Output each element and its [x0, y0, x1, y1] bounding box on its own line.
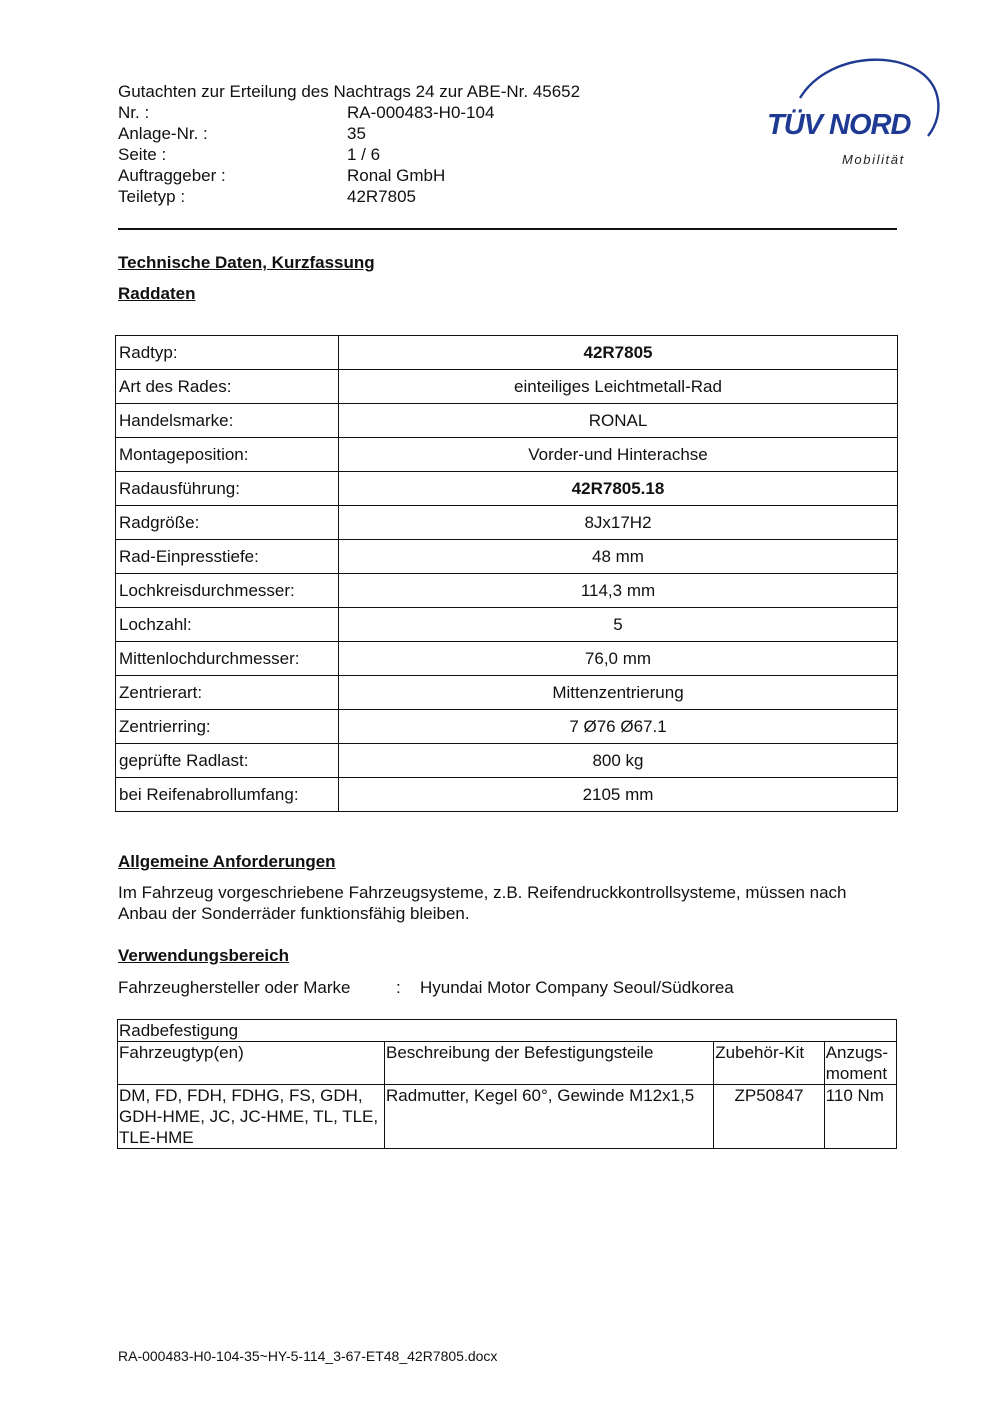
wheel-data-table	[115, 335, 898, 812]
meta-value: 35	[347, 124, 366, 143]
meta-row-nr	[118, 102, 494, 123]
row-value: 76,0 mm	[339, 642, 898, 676]
row-value: einteiliges Leichtmetall-Rad	[339, 370, 898, 404]
section-heading-technical: Technische Daten, Kurzfassung	[118, 253, 375, 272]
row-label: Zentrierring:	[116, 710, 339, 744]
row-label: Zentrierart:	[116, 676, 339, 710]
row-label: Radgröße:	[116, 506, 339, 540]
table-row	[116, 336, 898, 370]
row-value: 7 Ø76 Ø67.1	[339, 710, 898, 744]
meta-value: RA-000483-H0-104	[347, 103, 495, 122]
column-header: Beschreibung der Befestigungsteile	[385, 1042, 714, 1085]
table-row	[116, 404, 898, 438]
table-row	[116, 506, 898, 540]
tuev-nord-logo	[760, 56, 950, 176]
manufacturer-separator: :	[396, 978, 401, 997]
meta-row-anlage	[118, 123, 494, 144]
meta-row-auftraggeber	[118, 165, 494, 186]
row-value: 42R7805	[339, 336, 898, 370]
general-requirements-text: Im Fahrzeug vorgeschriebene Fahrzeugsysteme, z.B. Reifendruckkontrollsysteme, müssen nach Anbau der Sonderräder funktionsfähig bleiben.	[118, 883, 847, 923]
row-label: Mittenlochdurchmesser:	[116, 642, 339, 676]
row-value: RONAL	[339, 404, 898, 438]
row-label: Handelsmarke:	[116, 404, 339, 438]
report-title: Gutachten zur Erteilung des Nachtrags 24 zur ABE-Nr. 45652	[118, 82, 581, 101]
table-row	[116, 540, 898, 574]
logo-wordmark: TÜV NORD	[767, 109, 911, 141]
section-heading-general: Allgemeine Anforderungen	[118, 852, 336, 871]
row-value: 48 mm	[339, 540, 898, 574]
meta-label: Seite :	[118, 145, 167, 164]
table-header-row	[118, 1042, 897, 1085]
fastening-table	[117, 1019, 897, 1149]
row-label: Montageposition:	[116, 438, 339, 472]
section-heading-wheel: Raddaten	[118, 284, 196, 303]
meta-label: Anlage-Nr. :	[118, 124, 208, 143]
meta-label: Auftraggeber :	[118, 166, 226, 185]
row-label: Radausführung:	[116, 472, 339, 506]
section-heading-usage: Verwendungsbereich	[118, 946, 289, 965]
fastening-title: Radbefestigung	[118, 1020, 897, 1042]
column-header: Anzugs-moment	[824, 1042, 896, 1085]
row-label: Lochkreisdurchmesser:	[116, 574, 339, 608]
row-value: 800 kg	[339, 744, 898, 778]
meta-row-teiletyp	[118, 186, 494, 207]
torque-cell: 110 Nm	[824, 1085, 896, 1149]
row-value: 114,3 mm	[339, 574, 898, 608]
table-row	[118, 1020, 897, 1042]
row-value: Vorder-und Hinterachse	[339, 438, 898, 472]
row-label: Lochzahl:	[116, 608, 339, 642]
meta-value: 1 / 6	[347, 145, 381, 164]
table-row	[116, 778, 898, 812]
row-value: Mittenzentrierung	[339, 676, 898, 710]
footer-filename: RA-000483-H0-104-35~HY-5-114_3-67-ET48_42R7805.docx	[118, 1348, 498, 1364]
table-row	[118, 1085, 897, 1149]
row-label: Radtyp:	[116, 336, 339, 370]
row-label: geprüfte Radlast:	[116, 744, 339, 778]
accessory-kit-cell: ZP50847	[714, 1085, 824, 1149]
vehicle-manufacturer-line	[118, 977, 734, 998]
meta-row-seite	[118, 144, 494, 165]
header-meta	[118, 102, 494, 207]
table-row	[116, 710, 898, 744]
meta-label: Nr. :	[118, 103, 150, 122]
header-divider	[118, 228, 897, 230]
table-row	[116, 744, 898, 778]
table-row	[116, 472, 898, 506]
row-label: Rad-Einpresstiefe:	[116, 540, 339, 574]
logo-subtitle: Mobilität	[842, 152, 905, 167]
table-row	[116, 370, 898, 404]
meta-value: Ronal GmbH	[347, 166, 446, 185]
table-row	[116, 642, 898, 676]
manufacturer-value: Hyundai Motor Company Seoul/Südkorea	[420, 978, 734, 997]
column-header: Fahrzeugtyp(en)	[118, 1042, 385, 1085]
row-label: Art des Rades:	[116, 370, 339, 404]
table-row	[116, 574, 898, 608]
column-header: Zubehör-Kit	[714, 1042, 824, 1085]
manufacturer-label: Fahrzeughersteller oder Marke	[118, 978, 351, 997]
vehicle-types-cell: DM, FD, FDH, FDHG, FS, GDH, GDH-HME, JC, JC-HME, TL, TLE, TLE-HME	[118, 1085, 385, 1149]
fastening-description-cell: Radmutter, Kegel 60°, Gewinde M12x1,5	[385, 1085, 714, 1149]
table-row	[116, 438, 898, 472]
meta-label: Teiletyp :	[118, 187, 186, 206]
meta-value: 42R7805	[347, 187, 417, 206]
table-row	[116, 608, 898, 642]
row-value: 8Jx17H2	[339, 506, 898, 540]
row-value: 5	[339, 608, 898, 642]
row-value: 2105 mm	[339, 778, 898, 812]
row-label: bei Reifenabrollumfang:	[116, 778, 339, 812]
table-row	[116, 676, 898, 710]
row-value: 42R7805.18	[339, 472, 898, 506]
